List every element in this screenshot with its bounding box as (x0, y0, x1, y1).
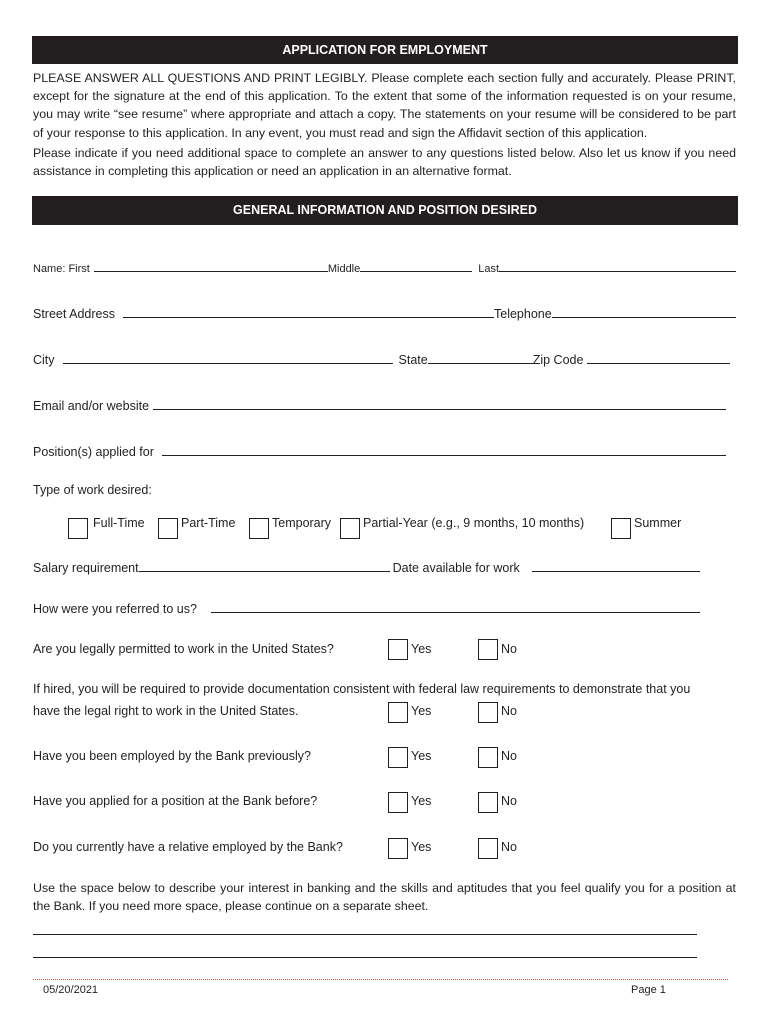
full-time-label: Full-Time (93, 516, 145, 530)
section-title-general: GENERAL INFORMATION AND POSITION DESIRED (32, 196, 738, 225)
salary-field[interactable] (139, 571, 390, 572)
partial-year-checkbox[interactable] (340, 518, 360, 539)
interest-answer-line-1[interactable] (33, 934, 697, 935)
applied-before-no-label: No (501, 794, 517, 808)
relative-employed-no-label: No (501, 840, 517, 854)
documentation-yes-label: Yes (411, 704, 432, 718)
employed-previously-no-checkbox[interactable] (478, 747, 498, 768)
name-row (33, 255, 736, 275)
applied-before-yes-label: Yes (411, 794, 432, 808)
state-label: State (398, 353, 428, 367)
work-type-label: Type of work desired: (33, 483, 152, 497)
revision-date: 05/20/2021 (43, 984, 99, 996)
documentation-no-checkbox[interactable] (478, 702, 498, 723)
footer-divider (33, 979, 728, 980)
summer-label: Summer (634, 516, 682, 530)
date-available-label: Date available for work (392, 561, 520, 575)
zip-code-label: Zip Code (532, 353, 584, 367)
middle-name-label: Middle (327, 263, 361, 275)
email-label: Email and/or website (33, 399, 150, 413)
documentation-notice: If hired, you will be required to provide documentation consistent with federal law requirements to demonstrate that you (33, 682, 691, 696)
street-address-field[interactable] (123, 317, 494, 318)
instructions-paragraph: PLEASE ANSWER ALL QUESTIONS AND PRINT LEGIBLY. Please complete each section fully and accurately. Please PRINT, except for the signature at the end of this application. To the extent that some of the information requested is on your resume, you may write “see resume” where appropriate and attach a copy. The statements on your resume will be considered to be part of your response to this application. In any event, you must read and sign the Affidavit section of this application. (33, 71, 736, 140)
relative-employed-question: Do you currently have a relative employed by the Bank? (33, 840, 343, 854)
interest-prompt: Use the space below to describe your interest in banking and the skills and aptitudes that you feel qualify you for a position at the Bank. If you need more space, please continue on a separate sheet. (33, 881, 736, 913)
referral-row (33, 596, 736, 616)
referral-label: How were you referred to us? (33, 602, 197, 616)
middle-name-field[interactable] (360, 271, 472, 272)
temporary-label: Temporary (272, 516, 332, 530)
position-label: Position(s) applied for (33, 445, 154, 459)
legally-permitted-question: Are you legally permitted to work in the United States? (33, 642, 334, 656)
city-field[interactable] (63, 363, 393, 364)
form-title: APPLICATION FOR EMPLOYMENT (32, 36, 738, 64)
telephone-field[interactable] (552, 317, 736, 318)
first-name-field[interactable] (94, 271, 328, 272)
full-time-checkbox[interactable] (68, 518, 88, 539)
legally-permitted-yes-label: Yes (411, 642, 432, 656)
state-field[interactable] (428, 363, 533, 364)
employed-previously-no-label: No (501, 749, 517, 763)
salary-label: Salary requirement (33, 561, 139, 575)
page-number: Page 1 (631, 984, 666, 996)
email-row (33, 393, 736, 413)
applied-before-no-checkbox[interactable] (478, 792, 498, 813)
city-row (33, 347, 736, 367)
email-field[interactable] (153, 409, 726, 410)
city-label: City (33, 353, 55, 367)
relative-employed-no-checkbox[interactable] (478, 838, 498, 859)
salary-row (33, 555, 736, 575)
documentation-yes-checkbox[interactable] (388, 702, 408, 723)
relative-employed-yes-checkbox[interactable] (388, 838, 408, 859)
part-time-checkbox[interactable] (158, 518, 178, 539)
referral-field[interactable] (211, 612, 700, 613)
employed-previously-question: Have you been employed by the Bank previously? (33, 749, 311, 763)
applied-before-question: Have you applied for a position at the Bank before? (33, 794, 318, 808)
position-row (33, 439, 736, 459)
documentation-question: have the legal right to work in the United States. (33, 704, 299, 718)
assistance-paragraph: Please indicate if you need additional space to complete an answer to any questions listed below. Also let us know if you need assistance in completing this application or need an application in an alternative format. (33, 146, 736, 179)
relative-employed-yes-label: Yes (411, 840, 432, 854)
zip-code-field[interactable] (587, 363, 730, 364)
legally-permitted-no-label: No (501, 642, 517, 656)
interest-answer-line-2[interactable] (33, 957, 697, 958)
telephone-label: Telephone (494, 307, 552, 321)
employed-previously-yes-label: Yes (411, 749, 432, 763)
position-field[interactable] (162, 455, 726, 456)
street-address-label: Street Address (33, 307, 115, 321)
first-name-label: Name: First (33, 263, 90, 275)
summer-checkbox[interactable] (611, 518, 631, 539)
temporary-checkbox[interactable] (249, 518, 269, 539)
documentation-no-label: No (501, 704, 517, 718)
part-time-label: Part-Time (181, 516, 236, 530)
employed-previously-yes-checkbox[interactable] (388, 747, 408, 768)
legally-permitted-yes-checkbox[interactable] (388, 639, 408, 660)
address-row (33, 301, 736, 321)
partial-year-label: Partial-Year (e.g., 9 months, 10 months) (363, 516, 585, 530)
date-available-field[interactable] (532, 571, 700, 572)
applied-before-yes-checkbox[interactable] (388, 792, 408, 813)
legally-permitted-no-checkbox[interactable] (478, 639, 498, 660)
last-name-field[interactable] (499, 271, 736, 272)
last-name-label: Last (478, 263, 500, 275)
